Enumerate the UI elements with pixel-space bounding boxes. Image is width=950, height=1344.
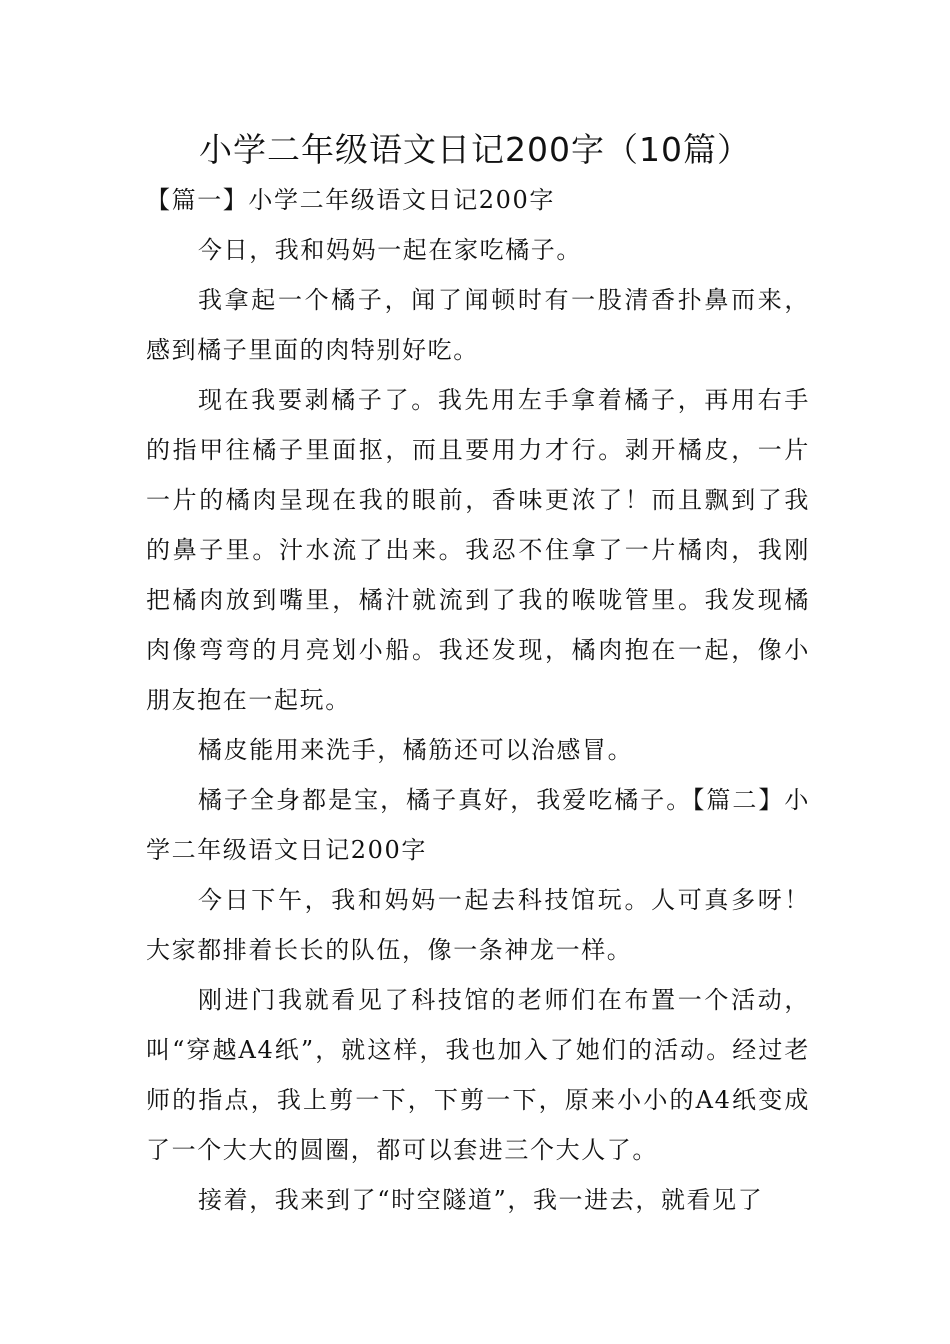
section-heading: 【篇一】小学二年级语文日记200字 [146, 186, 556, 214]
paragraph: 今日下午，我和妈妈一起去科技馆玩。人可真多呀！大家都排着长长的队伍，像一条神龙一样。 [146, 886, 810, 964]
paragraph: 现在我要剥橘子了。我先用左手拿着橘子，再用右手的指甲往橘子里面抠，而且要用力才行。剥开橘皮，一片一片的橘肉呈现在我的眼前，香味更浓了！而且飘到了我的鼻子里。汁水流了出来。我忍不住拿了一片橘肉，我刚把橘肉放到嘴里，橘汁就流到了我的喉咙管里。我发现橘肉像弯弯的月亮划小船。我还发现，橘肉抱在一起，像小朋友抱在一起玩。 [146, 386, 810, 714]
document-body [146, 175, 810, 1225]
paragraph: 我拿起一个橘子，闻了闻顿时有一股清香扑鼻而来，感到橘子里面的肉特别好吃。 [146, 286, 810, 364]
paragraph: 橘子全身都是宝，橘子真好，我爱吃橘子。【篇二】小学二年级语文日记200字 [146, 786, 810, 864]
document-title: 小学二年级语文日记200字（10篇） [199, 130, 751, 169]
paragraph: 橘皮能用来洗手，橘筋还可以治感冒。 [198, 736, 634, 764]
paragraph: 刚进门我就看见了科技馆的老师们在布置一个活动，叫“穿越A4纸”，就这样，我也加入了她们的活动。经过老师的指点，我上剪一下，下剪一下，原来小小的A4纸变成了一个大大的圆圈，都可以套进三个大人了。 [146, 986, 810, 1164]
paragraph: 接着，我来到了“时空隧道”，我一进去，就看见了 [198, 1186, 764, 1214]
paragraph: 今日，我和妈妈一起在家吃橘子。 [198, 236, 582, 264]
